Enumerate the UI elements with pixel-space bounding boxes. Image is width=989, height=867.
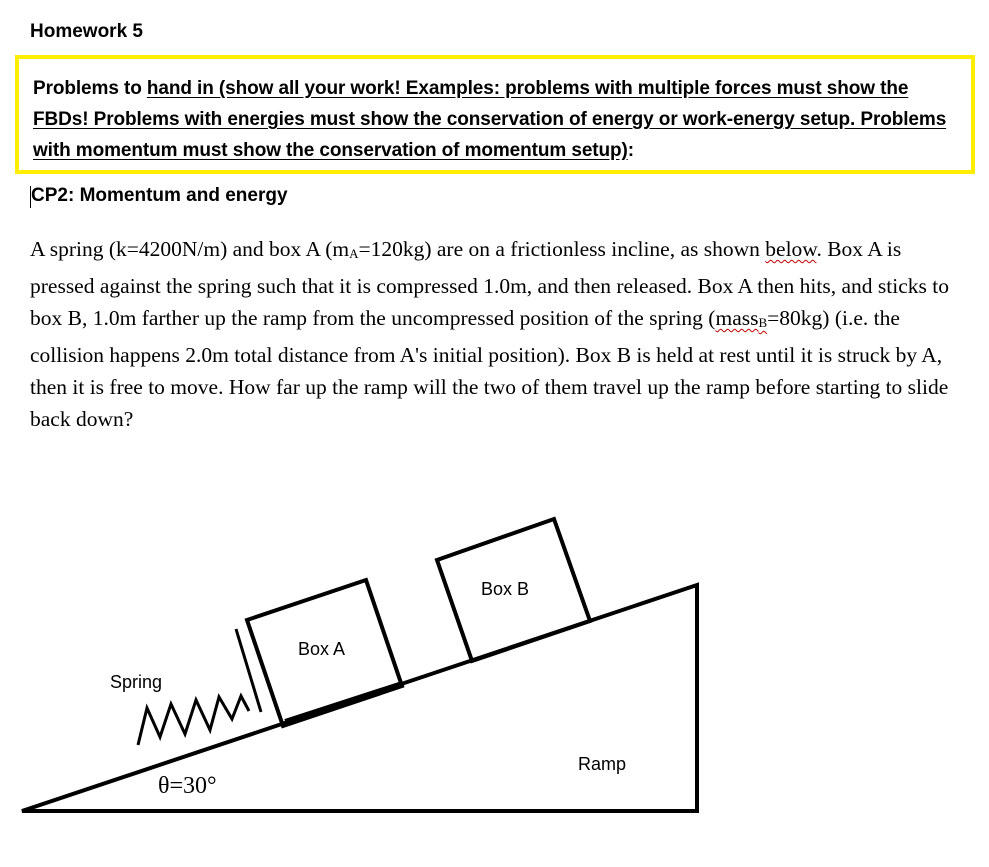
subscript-a: A: [349, 246, 359, 261]
instructions-tail: :: [627, 140, 634, 161]
problem-text-3: . Box A is pressed against the spring such that it is compressed 1.0m, and then released. Box A then hits, and sticks to box B, 1.0m farther up the ramp from the uncompressed position of the spring (: [30, 237, 949, 330]
problem-text-4: =80kg) (i.e. the collision happens 2.0m total distance from A's initial position). Box B is held at rest until it is struck by A, then it is free to move. How far up the ramp will the two of them travel up the ramp before starting to slide back down?: [30, 306, 949, 431]
section-heading: CP2: Momentum and energy: [31, 185, 288, 206]
instructions-underlined: hand in (show all your work! Examples: problems with multiple forces must show the FBDs! Problems with energies must show the conservation of energy or work-energy setup. Problems with momentum must show the conservation of momentum setup): [33, 78, 947, 161]
box-a-label: Box A: [298, 639, 346, 659]
box-b-label: Box B: [481, 579, 530, 599]
instructions-lead: Problems to: [33, 78, 147, 99]
page-title: Homework 5: [30, 21, 143, 42]
box-a-contact-line: [285, 683, 402, 721]
spellcheck-word-below: below: [765, 237, 817, 261]
ramp-label: Ramp: [578, 754, 627, 774]
spring-coil: [138, 696, 249, 745]
spellcheck-word-mass: mass: [715, 306, 759, 330]
spring-label: Spring: [110, 672, 163, 692]
problem-text-1: A spring (k=4200N/m) and box A (m: [30, 237, 350, 261]
angle-label: θ=30°: [158, 773, 217, 799]
subscript-b: B: [758, 315, 768, 330]
problem-text-2: =120kg) are on a frictionless incline, as shown: [358, 237, 766, 261]
